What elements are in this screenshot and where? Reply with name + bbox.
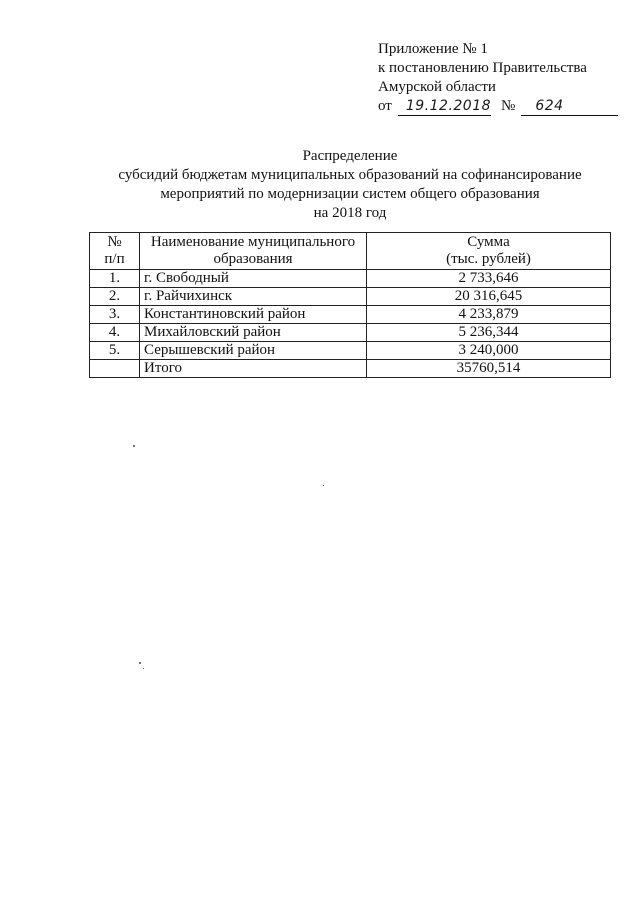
row-sum: 20 316,645 [367, 288, 611, 306]
title-line-4: на 2018 год [313, 205, 387, 221]
row-number: 1. [90, 270, 140, 288]
handwritten-date: 19.12.2018 [405, 98, 492, 114]
scan-speck [143, 668, 144, 669]
row-sum: 3 240,000 [367, 342, 611, 360]
header-name-line2: образования [213, 251, 293, 267]
row-sum: 2 733,646 [367, 270, 611, 288]
header-number-line1: № [107, 234, 122, 250]
header-sum [367, 233, 611, 270]
table-row [90, 306, 611, 324]
total-sum: 35760,514 [367, 360, 611, 378]
title-line-1: Распределение [302, 148, 398, 164]
appendix-number: Приложение № 1 [378, 41, 488, 57]
document-title [60, 147, 640, 223]
subsidies-table [89, 232, 611, 378]
table-total-row [90, 360, 611, 378]
date-field [398, 97, 491, 116]
appendix-resolution-ref: к постановлению Правительства [378, 60, 587, 76]
header-number [90, 233, 140, 270]
total-number [90, 360, 140, 378]
handwritten-number: 624 [535, 98, 564, 114]
row-name: г. Райчихинск [140, 288, 367, 306]
row-number: 5. [90, 342, 140, 360]
row-name: Михайловский район [140, 324, 367, 342]
scan-speck [139, 662, 141, 664]
scan-speck [323, 485, 324, 486]
row-number: 2. [90, 288, 140, 306]
header-sum-line1: Сумма [467, 234, 510, 250]
table-header-row [90, 233, 611, 270]
table-row [90, 324, 611, 342]
row-sum: 4 233,879 [367, 306, 611, 324]
row-name: Серышевский район [140, 342, 367, 360]
header-number-line2: п/п [104, 251, 125, 267]
scan-speck [133, 445, 135, 447]
title-line-2: субсидий бюджетам муниципальных образований на софинансирование [118, 167, 582, 183]
table-row [90, 288, 611, 306]
total-label: Итого [140, 360, 367, 378]
number-field [521, 97, 618, 116]
date-prefix: от [378, 98, 392, 114]
header-sum-line2: (тыс. рублей) [446, 251, 531, 267]
row-name: г. Свободный [140, 270, 367, 288]
number-label: № [501, 98, 516, 114]
row-number: 4. [90, 324, 140, 342]
title-line-3: мероприятий по модернизации систем общего образования [160, 186, 540, 202]
header-name [140, 233, 367, 270]
row-number: 3. [90, 306, 140, 324]
table-row [90, 342, 611, 360]
row-sum: 5 236,344 [367, 324, 611, 342]
appendix-header [378, 40, 618, 116]
header-name-line1: Наименование муниципального [150, 234, 356, 250]
appendix-region: Амурской области [378, 79, 496, 95]
table-row [90, 270, 611, 288]
appendix-date-number-row [378, 97, 618, 116]
row-name: Константиновский район [140, 306, 367, 324]
